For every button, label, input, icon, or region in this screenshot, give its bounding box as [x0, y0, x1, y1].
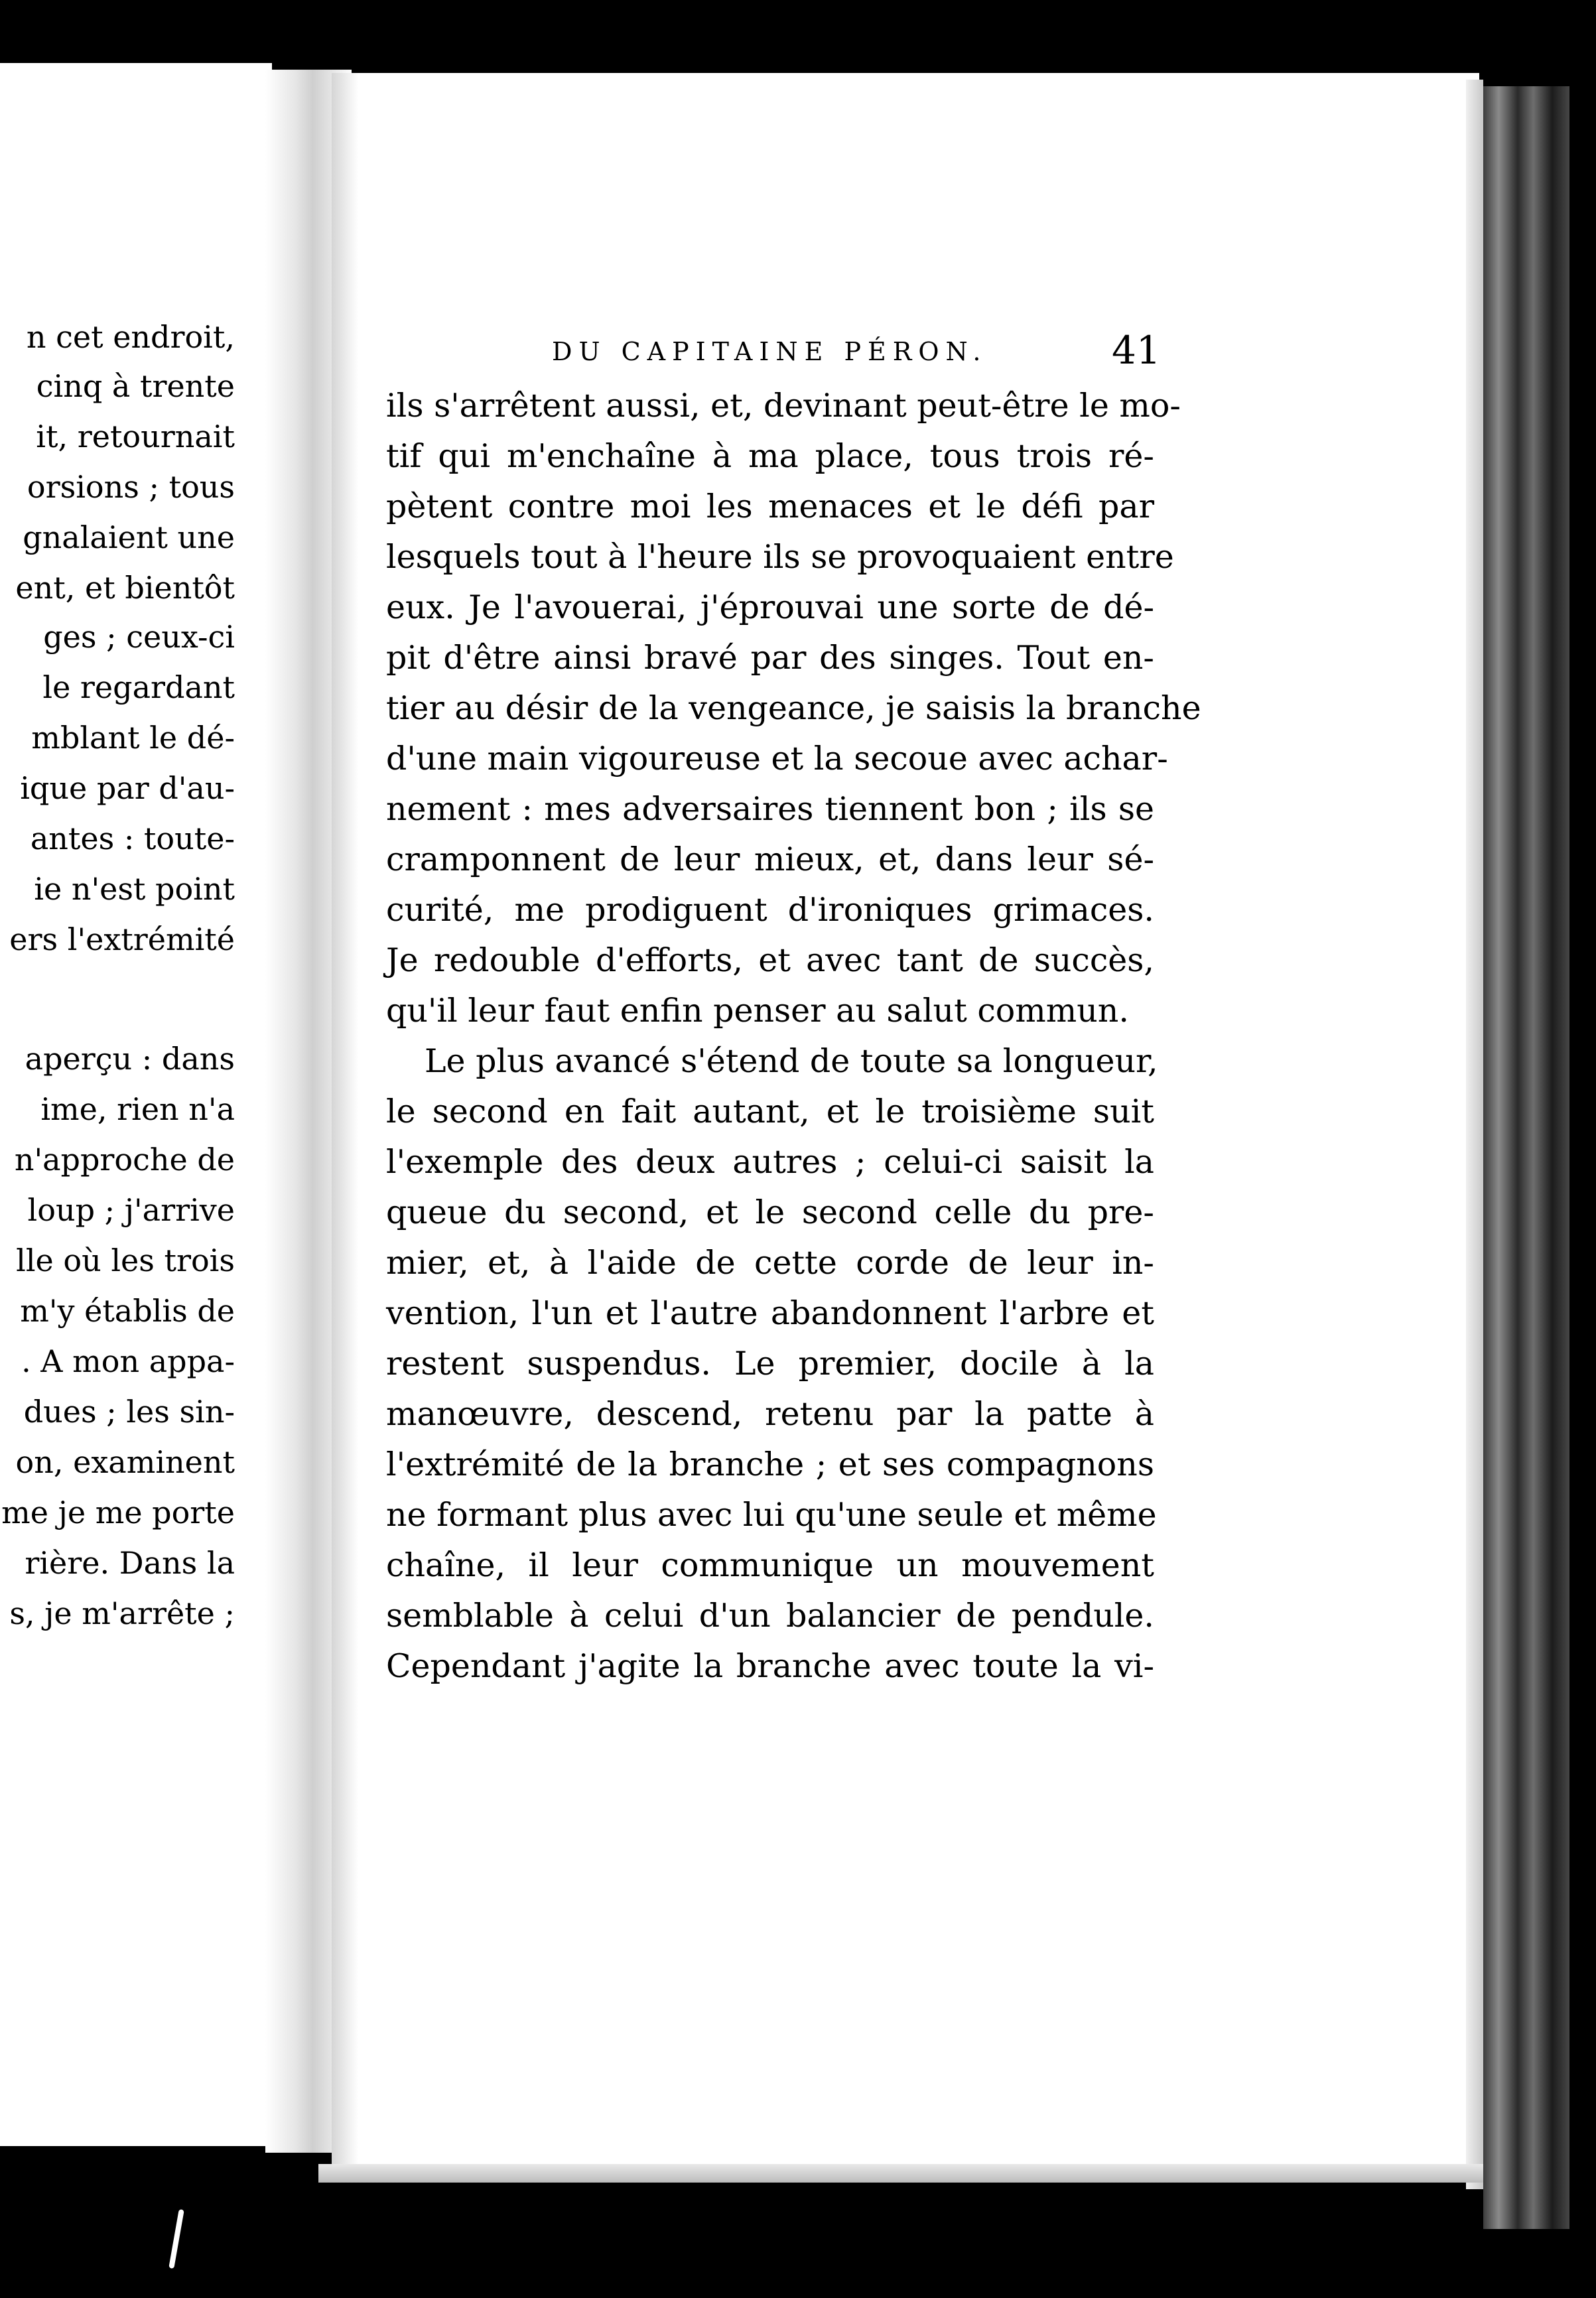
text-line: Je redouble d'efforts, et avec tant de succès, [386, 941, 1154, 979]
text-line: vention, l'un et l'autre abandonnent l'arbre et [386, 1294, 1154, 1332]
running-head: DU CAPITAINE PÉRON. [552, 337, 988, 366]
text-line: d'une main vigoureuse et la secoue avec achar- [386, 740, 1168, 777]
text-line: le second en fait autant, et le troisième suit [386, 1093, 1154, 1130]
left-page-line: loup ; j'arrive [27, 1192, 235, 1228]
page-fore-edge [1466, 80, 1483, 2189]
page-bottom-edge [318, 2164, 1486, 2183]
text-line: tif qui m'enchaîne à ma place, tous trois ré- [386, 437, 1154, 475]
text-line: semblable à celui d'un balancier de pendule. [386, 1597, 1154, 1635]
left-page-line: antes : toute- [30, 821, 235, 856]
left-page-line: n'approche de [14, 1142, 235, 1178]
left-page [0, 63, 272, 2146]
text-line: manœuvre, descend, retenu par la patte à [386, 1395, 1154, 1433]
text-line: nement : mes adversaires tiennent bon ; ils se [386, 790, 1154, 828]
text-line: qu'il leur faut enfin penser au salut commun. [386, 992, 1129, 1030]
scan-artifact-mark [168, 2209, 184, 2269]
page-number: 41 [1112, 328, 1161, 373]
text-line: l'extrémité de la branche ; et ses compagnons [386, 1446, 1154, 1483]
text-line: chaîne, il leur communique un mouvement [386, 1546, 1154, 1584]
gutter-shadow [332, 73, 358, 2176]
left-page-line: m'y établis de [20, 1293, 235, 1329]
left-page-line: le regardant [42, 669, 235, 705]
left-page-line: aperçu : dans [25, 1041, 235, 1077]
left-page-line: orsions ; tous [27, 469, 235, 505]
text-block [386, 381, 1201, 1692]
left-page-line: rière. Dans la [25, 1545, 235, 1581]
text-line: queue du second, et le second celle du pre- [386, 1193, 1154, 1231]
text-line: cramponnent de leur mieux, et, dans leur sé- [386, 841, 1154, 878]
text-line: ne formant plus avec lui qu'une seule et même [386, 1496, 1157, 1534]
left-page-line: gnalaient une [23, 519, 235, 555]
left-page-line: on, examinent [15, 1444, 235, 1480]
left-page-line: s, je m'arrête ; [9, 1595, 235, 1631]
text-line: restent suspendus. Le premier, docile à la [386, 1345, 1154, 1383]
text-line: pit d'être ainsi bravé par des singes. Tout en- [386, 639, 1154, 677]
left-page-line: cinq à trente [36, 368, 235, 404]
left-page-line: ent, et bientôt [15, 570, 235, 606]
left-page-line: it, retournait [36, 419, 235, 454]
text-line: l'exemple des deux autres ; celui-ci saisit la [386, 1143, 1154, 1181]
left-page-line: ique par d'au- [20, 770, 235, 806]
text-line: lesquels tout à l'heure ils se provoquaient entre [386, 538, 1174, 576]
text-line: Le plus avancé s'étend de toute sa longueur, [425, 1042, 1158, 1080]
left-page-line: ges ; ceux-ci [43, 619, 235, 655]
text-line: mier, et, à l'aide de cette corde de leur in- [386, 1244, 1154, 1282]
book-binding [1483, 86, 1569, 2229]
text-line: tier au désir de la vengeance, je saisis la branche [386, 689, 1201, 727]
text-line: curité, me prodiguent d'ironiques grimaces. [386, 891, 1154, 929]
text-line: ils s'arrêtent aussi, et, devinant peut-être le mo- [386, 387, 1181, 425]
left-page-line: dues ; les sin- [23, 1394, 235, 1430]
text-line: eux. Je l'avouerai, j'éprouvai une sorte de dé- [386, 588, 1154, 626]
left-page-line: ime, rien n'a [40, 1091, 235, 1127]
left-page-line: n cet endroit, [26, 319, 235, 355]
left-page-line: mblant le dé- [31, 720, 235, 756]
left-page-line: ers l'extrémité [9, 921, 235, 957]
left-page-line: . A mon appa- [21, 1343, 235, 1379]
left-page-line: me je me porte [1, 1495, 235, 1530]
left-page-line: ie n'est point [34, 871, 235, 907]
left-page-line: lle où les trois [16, 1243, 235, 1278]
text-line: Cependant j'agite la branche avec toute la vi- [386, 1647, 1154, 1685]
text-line: pètent contre moi les menaces et le défi par [386, 488, 1154, 525]
